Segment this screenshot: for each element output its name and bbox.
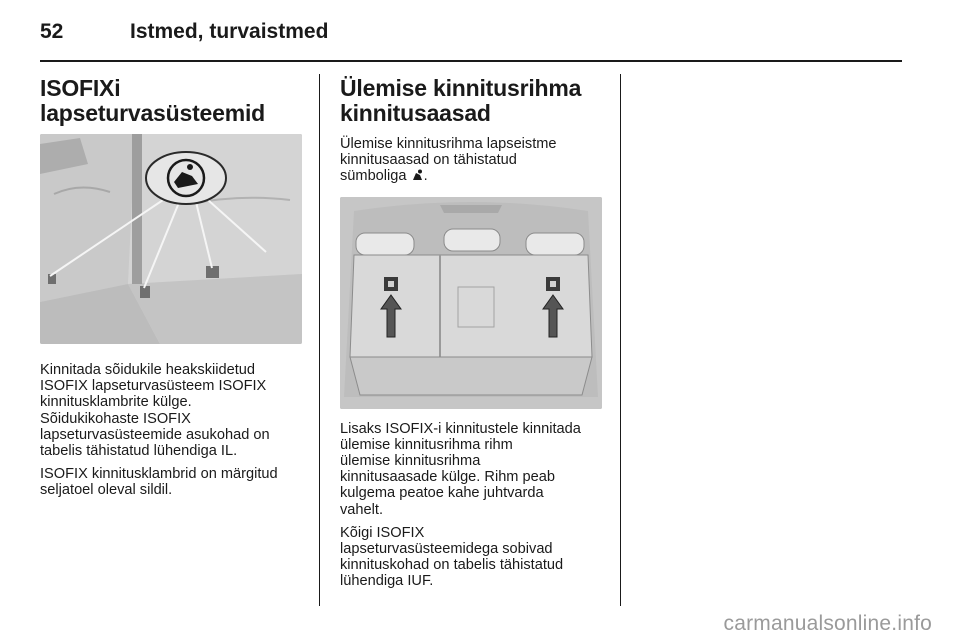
text-line: kinnituskohad on tabelis tähistatud: [340, 557, 564, 574]
text-line: lapseturvasüsteemide asukohad on: [40, 426, 270, 443]
column-divider-left: [319, 74, 320, 606]
heading-line: ISOFIXi: [40, 75, 121, 101]
text-line: ISOFIX kinnitusklambrid on märgitud: [40, 466, 278, 483]
text-line: tabelis tähistatud lühendiga IL.: [40, 443, 238, 460]
left-column: [40, 76, 306, 499]
page-header: [40, 20, 920, 46]
text-line: Ülemise kinnitusrihma lapseistme: [340, 136, 557, 152]
text-line: kulgema peatoe kahe juhtvarda: [340, 485, 544, 502]
text-line: seljatoel oleval sildil.: [40, 482, 173, 499]
isofix-seat-drawing: [40, 134, 302, 344]
text-line: kinnitusaasad on tähistatud: [340, 152, 517, 169]
cargo-area-tether-illustration: [340, 197, 602, 409]
column-divider-right: [620, 74, 621, 606]
paragraph: [40, 466, 306, 498]
intro-paragraph: [340, 136, 610, 185]
tether-anchor-drawing: [340, 197, 602, 409]
top-tether-heading: [340, 76, 610, 126]
top-tether-icon: [411, 169, 424, 181]
text-line: vahelt.: [340, 501, 383, 518]
paragraph: [340, 525, 610, 590]
paragraph: [340, 421, 610, 518]
text-fragment: .: [423, 168, 428, 185]
header-rule: [40, 60, 902, 62]
text-line: kinnitusaasade külge. Rihm peab: [340, 469, 555, 486]
heading-line: kinnitusaasad: [340, 100, 491, 126]
text-line: lühendiga IUF.: [340, 573, 434, 590]
running-title: Istmed, turvaistmed: [130, 20, 329, 43]
isofix-heading: [40, 76, 306, 126]
text-line: ülemise kinnitusrihma rihm: [340, 436, 513, 453]
text-line: lapseturvasüsteemidega sobivad: [340, 541, 553, 558]
text-line: kinnitusklambrite külge.: [40, 394, 192, 411]
text-line: Sõidukikohaste ISOFIX: [40, 410, 191, 427]
paragraph: [40, 362, 306, 459]
text-line: ülemise kinnitusrihma: [340, 453, 481, 470]
heading-line: Ülemise kinnitusrihma: [340, 75, 582, 101]
isofix-seat-illustration: [40, 134, 302, 344]
text-line: Kinnitada sõidukile heakskiidetud: [40, 362, 255, 378]
text-line-with-symbol: [340, 168, 610, 184]
watermark: carmanualsonline.info: [723, 612, 932, 635]
heading-line: lapseturvasüsteemid: [40, 100, 266, 126]
middle-column: [340, 76, 610, 590]
page-number: 52: [40, 20, 64, 43]
text-line: ISOFIX lapseturvasüsteem ISOFIX: [40, 378, 267, 395]
text-fragment: sümboliga: [340, 168, 407, 185]
text-line: Lisaks ISOFIX-i kinnitustele kinnitada: [340, 420, 581, 437]
text-line: Kõigi ISOFIX: [340, 524, 425, 541]
